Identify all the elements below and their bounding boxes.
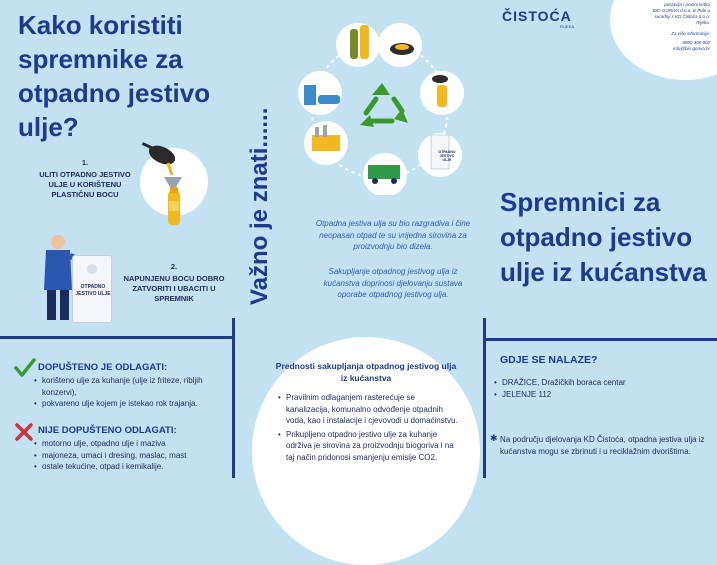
forbidden-item: • motorno ulje, otpadno ulje i maziva [34,438,226,450]
step2-text: NAPUNJENU BOCU DOBRO ZATVORITI I UBACITI U SPREMNIK [123,274,225,303]
pan-bottle-illustration [140,135,220,230]
cycle-container-label: OTPADNO JESTIVO ULJE [438,150,456,162]
left-divider [0,336,233,339]
benefits-list [278,392,460,463]
right-title: Spremnici za otpadno jestivo ulje iz kućanstva [500,187,707,287]
forbidden-title: NIJE DOPUŠTENO ODLAGATI: [38,425,177,436]
corner-line: postavlja i prazni tvrtka [664,2,710,7]
corner-line: suradnji s KD Čistoća d.o.o. [654,14,710,19]
benefits-title: Prednosti sakupljanja otpadnog jestivog ulja iz kućanstva [275,361,457,383]
info-label: Za više informacija: [671,31,710,36]
info-paragraph-2: Sakupljanje otpadnog jestivog ulja iz kućanstva doprinosi djelovanju sustava oporabe otpadnog jestivog ulja. [323,267,463,299]
allowed-item: • pokvareno ulje kojem je istekao rok trajanja. [34,398,226,410]
allowed-list [34,375,226,410]
forbidden-item: • ostale tekućine, otpad i kemikalije. [34,461,226,473]
cistoca-logo: ČISTOĆA [502,8,572,24]
left-panel [0,0,233,478]
where-title: GDJE SE NALAZE? [500,354,598,366]
logo-subtitle: RIJEKA [560,24,575,29]
asterisk-icon: ✱ [490,433,498,443]
vertical-title: Važno je znati...... [246,107,273,305]
email-address: info@bio-goriva.hr [673,46,710,51]
step1-number: 1. [81,158,89,167]
container-slot [87,264,97,274]
corner-info [618,2,710,52]
panel-divider-left [232,318,235,478]
allowed-title: DOPUŠTENO JE ODLAGATI: [38,362,168,373]
locations-list [494,377,626,401]
recycling-note: Na području djelovanja KD Čistoća, otpadna jestiva ulja iz kućanstva mogu se zbrinuti i u reciklažnim dvorištima. [500,435,705,456]
container-label: OTPADNO JESTIVO ULJE [75,284,111,297]
right-divider [483,338,717,341]
step2-number: 2. [170,262,178,271]
step1-text: ULITI OTPADNO JESTIVO ULJE U KORIŠTENU PLASTIČNU BOCU [39,170,131,199]
phone-number: 0800 300 002 [682,40,710,45]
forbidden-item: • majoneza, umaci i dresing, maslac, mast [34,450,226,462]
forbidden-list [34,438,226,473]
benefit-item: • Pravilnim odlaganjem rasterećuje se kanalizacija, komunalno odvođenje otpadnih voda, kao i instalacije i cjevovodi u domaćinstvu. [278,392,460,427]
check-icon [14,358,36,378]
cross-icon [14,422,34,442]
corner-line: BIO-GORIVA d.o.o. iz Pule u [652,8,710,13]
allowed-item: • korišteno ulje za kuhanje (ulje iz friteze, ribljih konzervi), [34,375,226,398]
oil-container-illustration [72,255,112,323]
main-title: Kako koristiti spremnike za otpadno jestivo ulje? [18,10,211,142]
location-item: • JELENJE 112 [494,389,626,401]
benefit-item: • Prikupljeno otpadno jestivo ulje za kuhanje održiva je sirovina za proizvodnju biogoriva i na taj način pridonosi smanjenju emisije CO2. [278,429,460,464]
corner-line: Rijeka. [696,20,710,25]
panel-divider-right [483,318,486,478]
recycling-cycle-illustration [290,15,470,195]
location-item: • DRAŽICE, Dražičkih boraca centar [494,377,626,389]
info-paragraph-1: Otpadna jestiva ulja su bio razgradiva i čine neopasan otpad te su vrijedna sirovina za proizvodnju bio dizela. [315,219,471,251]
